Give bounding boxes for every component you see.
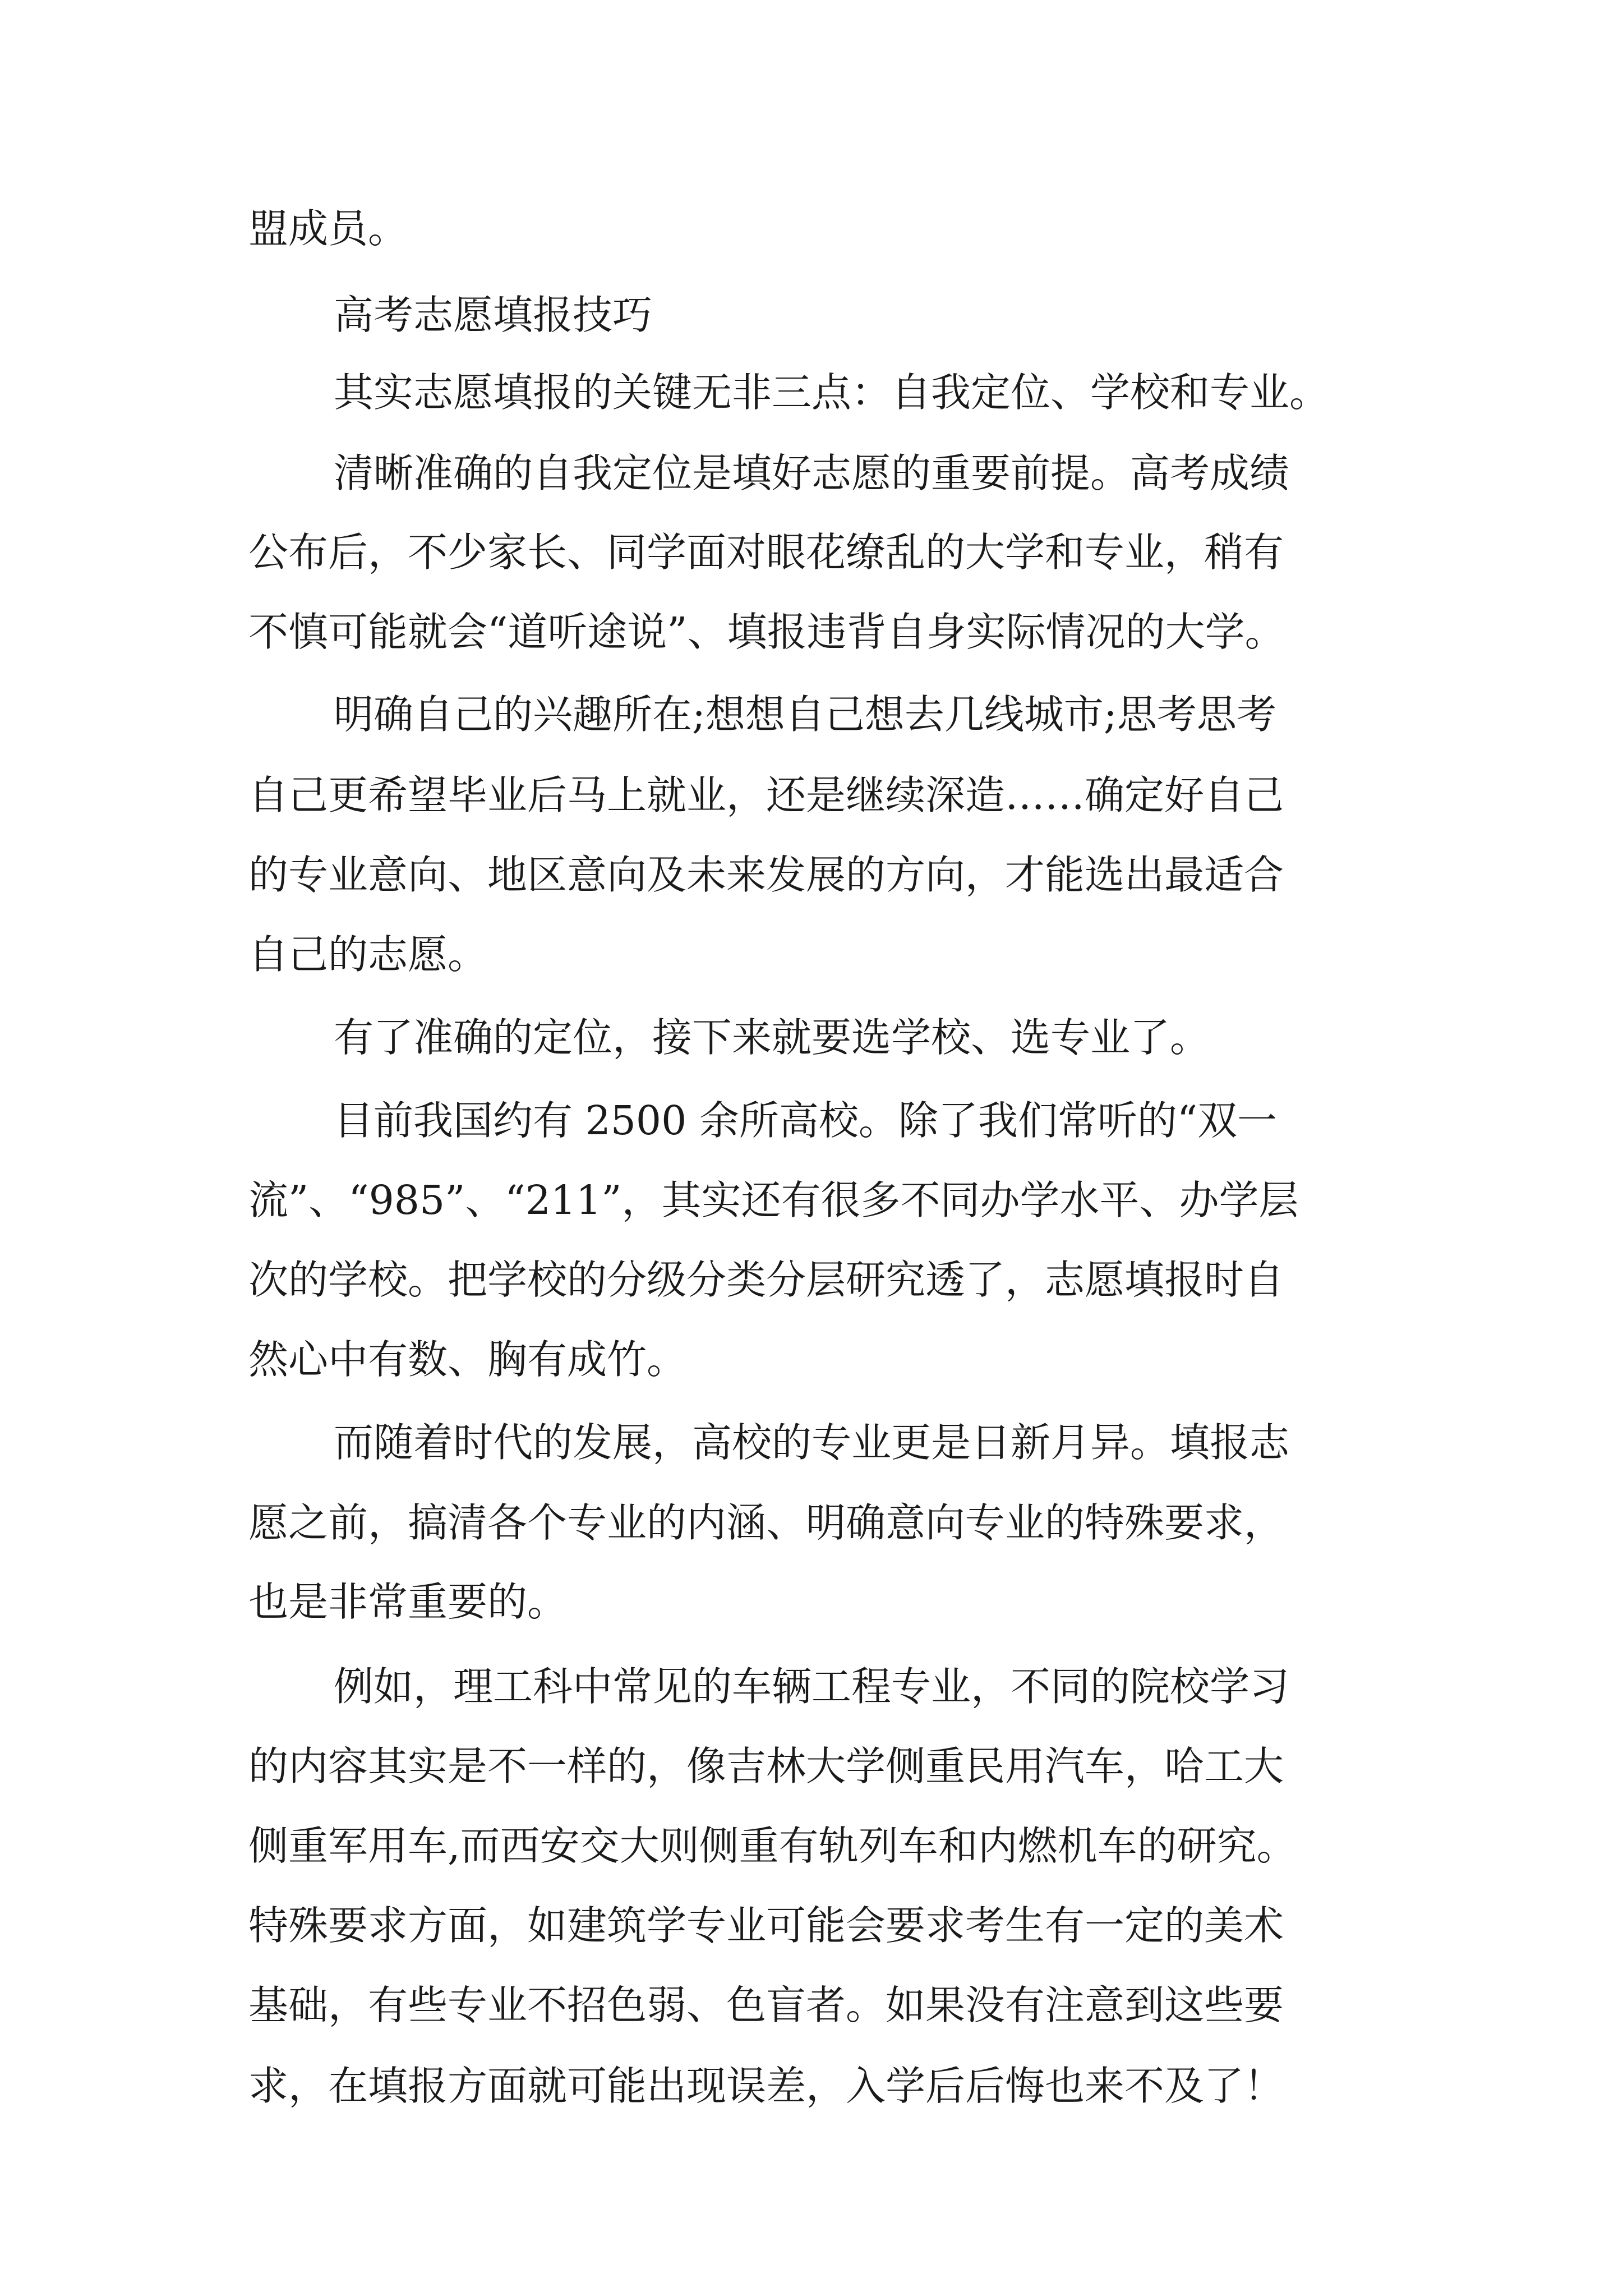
text-line: 的内容其实是不一样的，像吉林大学侧重民用汽车，哈工大 — [248, 1743, 1284, 1789]
text-line: 盟成员。 — [248, 205, 408, 252]
text-line: 侧重军用车,而西安交大则侧重有轨列车和内燃机车的研究。 — [248, 1823, 1297, 1869]
text-line: 流”、“985”、“211”，其实还有很多不同办学水平、办学层 — [248, 1177, 1299, 1223]
text-line: 然心中有数、胸有成竹。 — [248, 1336, 687, 1383]
text-line: 也是非常重要的。 — [248, 1579, 568, 1625]
text-line: 而随着时代的发展，高校的专业更是日新月异。填报志 — [334, 1419, 1290, 1466]
text-line: 自己更希望毕业后马上就业，还是继续深造……确定好自己 — [248, 772, 1284, 818]
text-line: 特殊要求方面，如建筑学专业可能会要求考生有一定的美术 — [248, 1902, 1284, 1949]
text-line: 明确自己的兴趣所在;想想自己想去几线城市;思考思考 — [334, 691, 1276, 738]
text-line: 有了准确的定位，接下来就要选学校、选专业了。 — [334, 1014, 1210, 1061]
text-line: 求，在填报方面就可能出现误差，入学后后悔也来不及了！ — [248, 2063, 1284, 2109]
section-heading: 高考志愿填报技巧 — [334, 292, 653, 338]
text-line: 次的学校。把学校的分级分类分层研究透了，志愿填报时自 — [248, 1257, 1284, 1303]
text-line: 其实志愿填报的关键无非三点：自我定位、学校和专业。 — [334, 369, 1330, 416]
text-line: 公布后，不少家长、同学面对眼花缭乱的大学和专业，稍有 — [248, 529, 1284, 576]
text-line: 清晰准确的自我定位是填好志愿的重要前提。高考成绩 — [334, 450, 1290, 496]
text-line: 不慎可能就会“道听途说”、填报违背自身实际情况的大学。 — [248, 609, 1285, 655]
text-line: 的专业意向、地区意向及未来发展的方向，才能选出最适合 — [248, 852, 1284, 898]
text-line: 例如，理工科中常见的车辆工程专业，不同的院校学习 — [334, 1663, 1290, 1710]
text-line: 目前我国约有 2500 余所高校。除了我们常听的“双一 — [334, 1097, 1278, 1144]
text-line: 愿之前，搞清各个专业的内涵、明确意向专业的特殊要求， — [248, 1499, 1284, 1546]
text-line: 自己的志愿。 — [248, 931, 488, 978]
text-line: 基础，有些专业不招色弱、色盲者。如果没有注意到这些要 — [248, 1982, 1284, 2028]
